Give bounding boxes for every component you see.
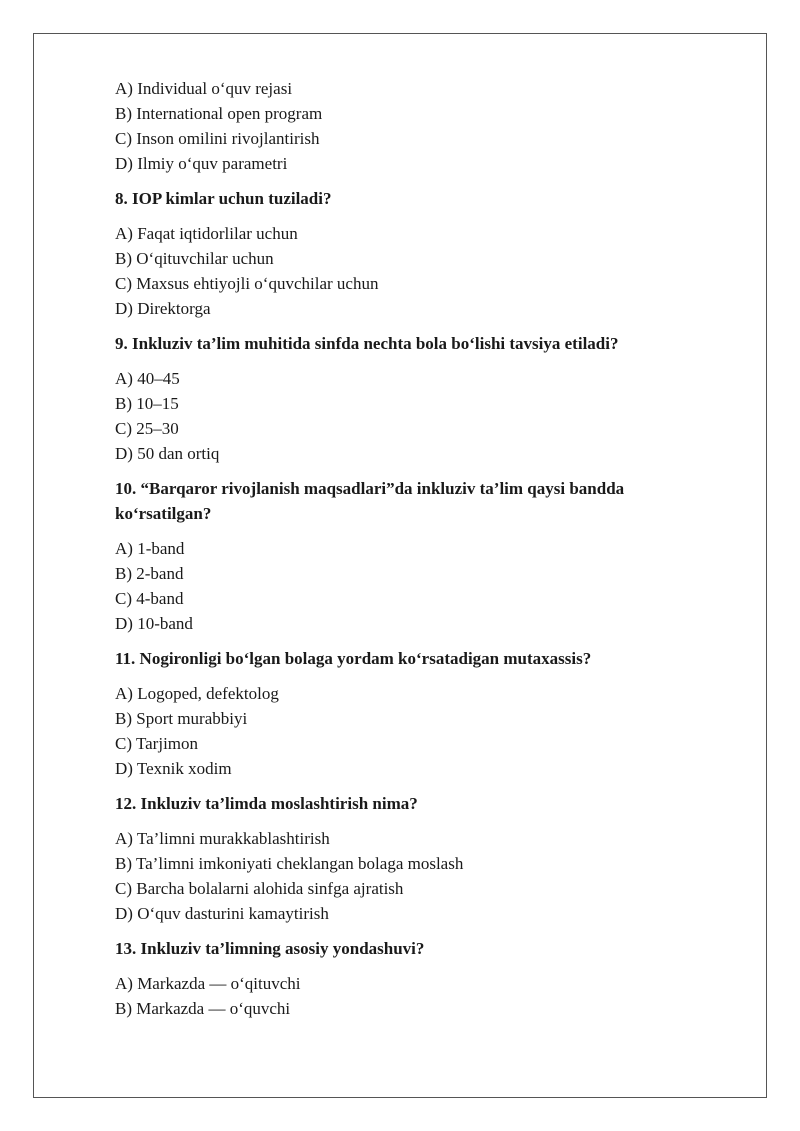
option-b: B) 10–15	[115, 394, 179, 413]
option-a: A) 40–45	[115, 369, 180, 388]
option-d: D) Ilmiy o‘quv parametri	[115, 154, 288, 173]
document-content	[115, 76, 715, 1021]
option-d: D) Direktorga	[115, 299, 211, 318]
question-block-9	[115, 331, 715, 466]
option-b: B) Sport murabbiyi	[115, 709, 248, 728]
option-b: B) Markazda — o‘quvchi	[115, 999, 291, 1018]
option-a: A) Faqat iqtidorlilar uchun	[115, 224, 298, 243]
question-block-8	[115, 186, 715, 321]
option-d: D) 50 dan ortiq	[115, 444, 220, 463]
option-a: A) 1-band	[115, 539, 185, 558]
question-block-12	[115, 791, 715, 926]
option-a: A) Ta’limni murakkablashtirish	[115, 829, 330, 848]
question-block-13	[115, 936, 715, 1021]
question-11-text: 11. Nogironligi bo‘lgan bolaga yordam ko‘rsatadigan mutaxassis?	[115, 649, 592, 668]
question-block-10	[115, 476, 715, 636]
question-8-text: 8. IOP kimlar uchun tuziladi?	[115, 189, 332, 208]
question-13-text: 13. Inkluziv ta’limning asosiy yondashuvi?	[115, 939, 425, 958]
option-c: C) Barcha bolalarni alohida sinfga ajratish	[115, 879, 404, 898]
option-c: C) Maxsus ehtiyojli o‘quvchilar uchun	[115, 274, 379, 293]
option-a: A) Markazda — o‘qituvchi	[115, 974, 301, 993]
option-c: C) 4-band	[115, 589, 184, 608]
option-b: B) Ta’limni imkoniyati cheklangan bolaga moslash	[115, 854, 464, 873]
question-12-text: 12. Inkluziv ta’limda moslashtirish nima?	[115, 794, 418, 813]
option-c: C) Tarjimon	[115, 734, 199, 753]
option-b: B) International open program	[115, 104, 323, 123]
option-d: D) O‘quv dasturini kamaytirish	[115, 904, 329, 923]
question-block-11	[115, 646, 715, 781]
option-d: D) Texnik xodim	[115, 759, 232, 778]
option-d: D) 10-band	[115, 614, 193, 633]
question-block-7-continued	[115, 76, 715, 176]
option-c: C) 25–30	[115, 419, 179, 438]
question-9-text: 9. Inkluziv ta’lim muhitida sinfda nechta bola bo‘lishi tavsiya etiladi?	[115, 334, 619, 353]
option-b: B) 2-band	[115, 564, 184, 583]
question-10-text: 10. “Barqaror rivojlanish maqsadlari”da inkluziv ta’lim qaysi bandda ko‘rsatilgan?	[115, 479, 625, 523]
option-b: B) O‘qituvchilar uchun	[115, 249, 274, 268]
option-c: C) Inson omilini rivojlantirish	[115, 129, 320, 148]
option-a: A) Individual o‘quv rejasi	[115, 79, 293, 98]
option-a: A) Logoped, defektolog	[115, 684, 279, 703]
